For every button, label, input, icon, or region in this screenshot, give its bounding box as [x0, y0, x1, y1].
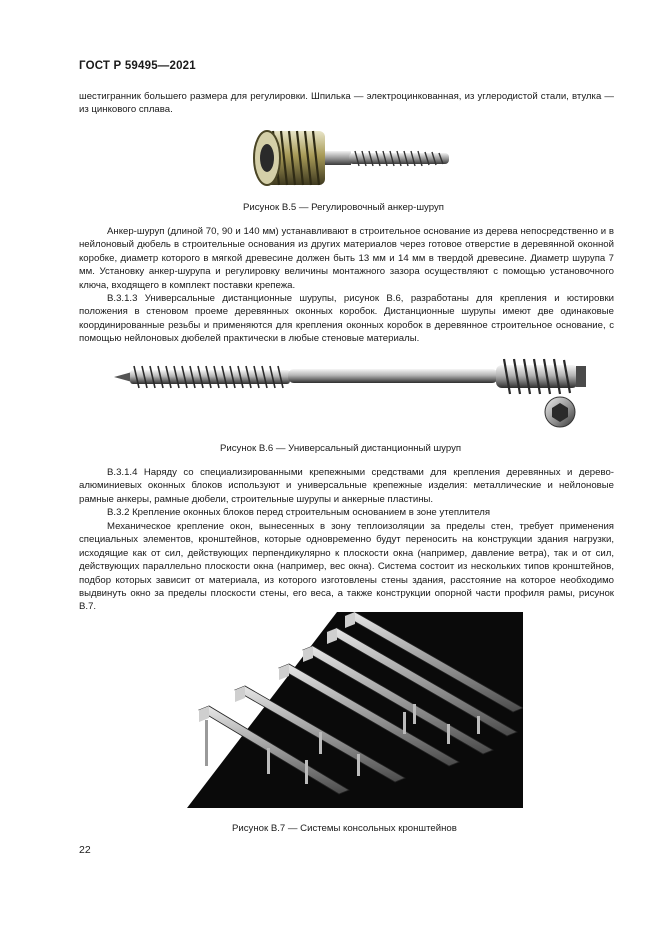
figure-b5-anchor-screw [243, 127, 453, 189]
figure-b6-distance-screw [112, 342, 590, 434]
paragraph-anchor-screw-text: Анкер-шуруп (длиной 70, 90 и 140 мм) устанавливают в строительное основание из дерева непосредственно и в нейлоновый дюбель в строительные основания из других материалов через готовое отверстие в деревянной оконной коробке, диаметр которого в мягкой древесине должен быть 13 мм и 14 мм в твердой древесине. Диаметр шурупа 7 мм. Установку анкер-шурупа и регулировку величины монтажного зазора осуществляют с помощью установочного ключа, входящего в комплект поставки крепежа. [79, 226, 614, 291]
paragraph-b313 [79, 292, 614, 346]
figure-b7-bracket-systems [187, 612, 523, 808]
page-number: 22 [79, 844, 91, 856]
paragraph-b314 [79, 466, 614, 506]
section-b32-heading [79, 506, 614, 519]
figure-b5-caption: Рисунок В.5 — Регулировочный анкер-шуруп [243, 202, 444, 213]
figure-b7-caption: Рисунок В.7 — Системы консольных кронштейнов [232, 823, 457, 834]
paragraph-b314-text: В.3.1.4 Наряду со специализированными крепежными средствами для крепления деревянных и дерево-алюминиевых оконных блоков используют и универсальные крепежные изделия: металлические и нейлоновые рамные анкеры, рамные дюбели, строительные шурупы и анкерные пластины. [79, 467, 614, 505]
paragraph-mechanical-fixing [79, 520, 614, 614]
paragraph-hexagon: шестигранник большего размера для регулировки. Шпилька — электроцинкованная, из углеродистой стали, втулка — из цинкового сплава. [79, 91, 614, 116]
figure-b6-caption: Рисунок В.6 — Универсальный дистанционный шуруп [220, 443, 462, 454]
section-b32-heading-text: В.3.2 Крепление оконных блоков перед строительным основанием в зоне утеплителя [107, 507, 491, 518]
paragraph-b313-text: В.3.1.3 Универсальные дистанционные шурупы, рисунок В.6, разработаны для крепления и юстировки положения в стеновом проеме деревянных оконных коробок. Дистанционные шурупы имеют две одинаковые координированные резьбы и применяются для крепления оконных коробок в деревянное строительное основание, с помощью нейлоновых дюбелей практически в любые стеновые материалы. [79, 293, 614, 345]
document-header: ГОСТ Р 59495—2021 [79, 60, 196, 72]
paragraph-anchor-screw [79, 225, 614, 292]
paragraph-mechanical-fixing-text: Механическое крепление окон, вынесенных в зону теплоизоляции за пределы стен, требует применения специальных элементов, кронштейнов, которые одновременно будут переносить на конструкции здания нагрузки, исходящие как от сил, действующих перпендикулярно к плоскости окна (например, давление ветра), так и от сил, действующих параллельно плоскости окна (например, вес окна). Система состоит из нескольких типов кронштейнов, подбор которых зависит от материала, из которого изготовлены стены здания, расстояние на которое необходимо выдвинуть окно за пределы плоскости стены, его веса, а также конструкции опорной части профиля рамы, рисунок В.7. [79, 521, 614, 613]
